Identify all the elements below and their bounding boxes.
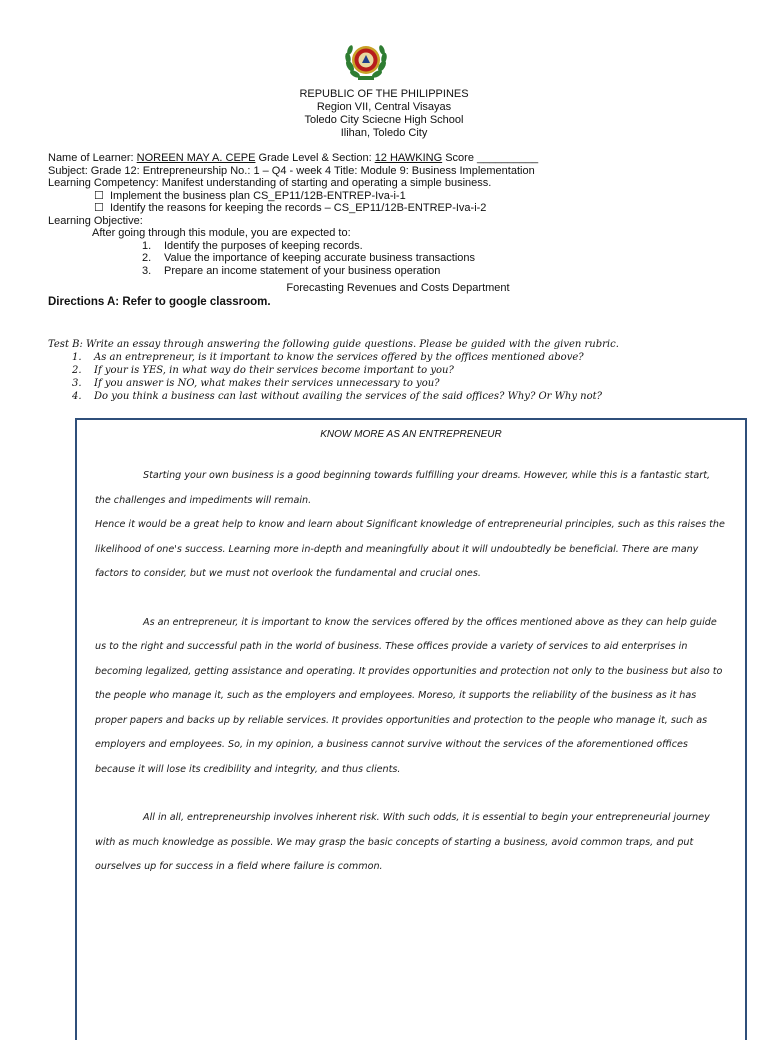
competency-line: Learning Competency: Manifest understanding of starting and operating a simple business. [48,177,492,189]
empty-square-bullet-icon: ☐ [94,189,104,202]
header-address: Ilihan, Toledo City [340,127,428,139]
essay-title: KNOW MORE AS AN ENTREPRENEUR [320,429,502,440]
header-region: Region VII, Central Visayas [316,101,452,113]
objective-text: Identify the purposes of keeping records. [164,239,363,252]
objective-text: Value the importance of keeping accurate business transactions [164,252,476,264]
competency-text: Implement the business plan CS_EP11/12B-ENTREP-Iva-i-1 [110,189,406,202]
essay-paragraph: As an entrepreneur, it is important to know the services offered by the offices mentioned above as they can help guide us to the right and successful path in the world of business. These offices provide a variety of services to aid enterprises in becoming legalized, getting assistance and operating. It provides opportunities and protection not only to the business but also to the people who manage it, such as the employers and employees. Moreso, it supports the reliability of the business as it has proper papers and backs up by reliable services. It provides opportunities and protection to the people who manage it, such as employers and employees. So, in my opinion, a business cannot survive without the services of the aforementioned offices because it will lose its credibility and integrity, and thus clients. [95,616,723,775]
directions-a: Directions A: Refer to google classroom. [48,295,271,308]
objective-item: 2. Value the importance of keeping accurate business transactions [142,252,476,264]
subject-line: Subject: Grade 12: Entrepreneurship No.: 1 – Q4 - week 4 Title: Module 9: Business Implementation [48,164,535,177]
question-text: As an entrepreneur, is it important to know the services offered by the offices mentioned above? [94,352,584,363]
essay-box [75,418,747,1040]
learner-name: NOREEN MAY A. CEPE [136,152,256,164]
question-text: Do you think a business can last without availing the services of the said offices? Why? Or Why not? [94,391,603,402]
learner-info [48,152,748,308]
question-text: If your is YES, in what way do their services become important to you? [94,365,454,376]
score-blank: __________ [477,152,539,164]
test-b-intro: Test B: Write an essay through answering the following guide questions. Please be guided with the given rubric. [48,339,619,350]
header-school: Toledo City Sciecne High School [304,114,464,126]
competency-text: Identify the reasons for keeping the records – CS_EP11/12B-ENTREP-Iva-i-2 [110,202,487,214]
learner-row [48,152,748,165]
grade-label: Grade Level & Section: [255,152,375,164]
essay-paragraph: Starting your own business is a good beginning towards fulfilling your dreams. However, while this is a fantastic start, the challenges and impediments will remain. [95,470,711,506]
guide-question: 3. If you answer is NO, what makes their services unnecessary to you? [72,378,440,389]
essay-paragraph: All in all, entrepreneurship involves inherent risk. With such odds, it is essential to begin your entrepreneurial journey with as much knowledge as possible. We may grasp the basic concepts of starting a business, avoid common traps, and put ourselves up for success in a field where failure is common. [95,812,710,872]
competency-item [48,202,748,215]
test-b-section [48,338,748,403]
department-title: Forecasting Revenues and Costs Department [286,282,510,294]
school-header [0,88,768,140]
objective-item: 3. Prepare an income statement of your business operation [142,264,441,277]
header-country: REPUBLIC OF THE PHILIPPINES [299,88,469,100]
guide-question: 4. Do you think a business can last without availing the services of the said offices? Why? Or Why not? [72,391,603,402]
objective-label: Learning Objective: [48,214,143,227]
objective-item: 1. Identify the purposes of keeping records. [142,239,363,252]
name-label: Name of Learner: [48,152,137,164]
guide-question: 1. As an entrepreneur, is it important to know the services offered by the offices mentioned above? [72,352,584,363]
essay-body [77,464,745,880]
grade-section: 12 HAWKING [374,152,443,164]
empty-square-bullet-icon: ☐ [94,202,104,214]
guide-question: 2. If your is YES, in what way do their services become important to you? [72,365,454,376]
school-seal-icon [341,36,391,86]
score-label: Score [442,152,477,164]
objective-intro: After going through this module, you are expected to: [92,227,351,239]
objective-text: Prepare an income statement of your business operation [164,264,441,277]
competency-item [48,190,748,203]
question-text: If you answer is NO, what makes their services unnecessary to you? [94,378,440,389]
essay-paragraph: Hence it would be a great help to know and learn about Significant knowledge of entrepreneurial principles, such as this raises the likelihood of one's success. Learning more in-depth and meaningfully about it will undoubtedly be beneficial. There are many factors to consider, but we must not overlook the fundamental and crucial ones. [95,519,725,579]
